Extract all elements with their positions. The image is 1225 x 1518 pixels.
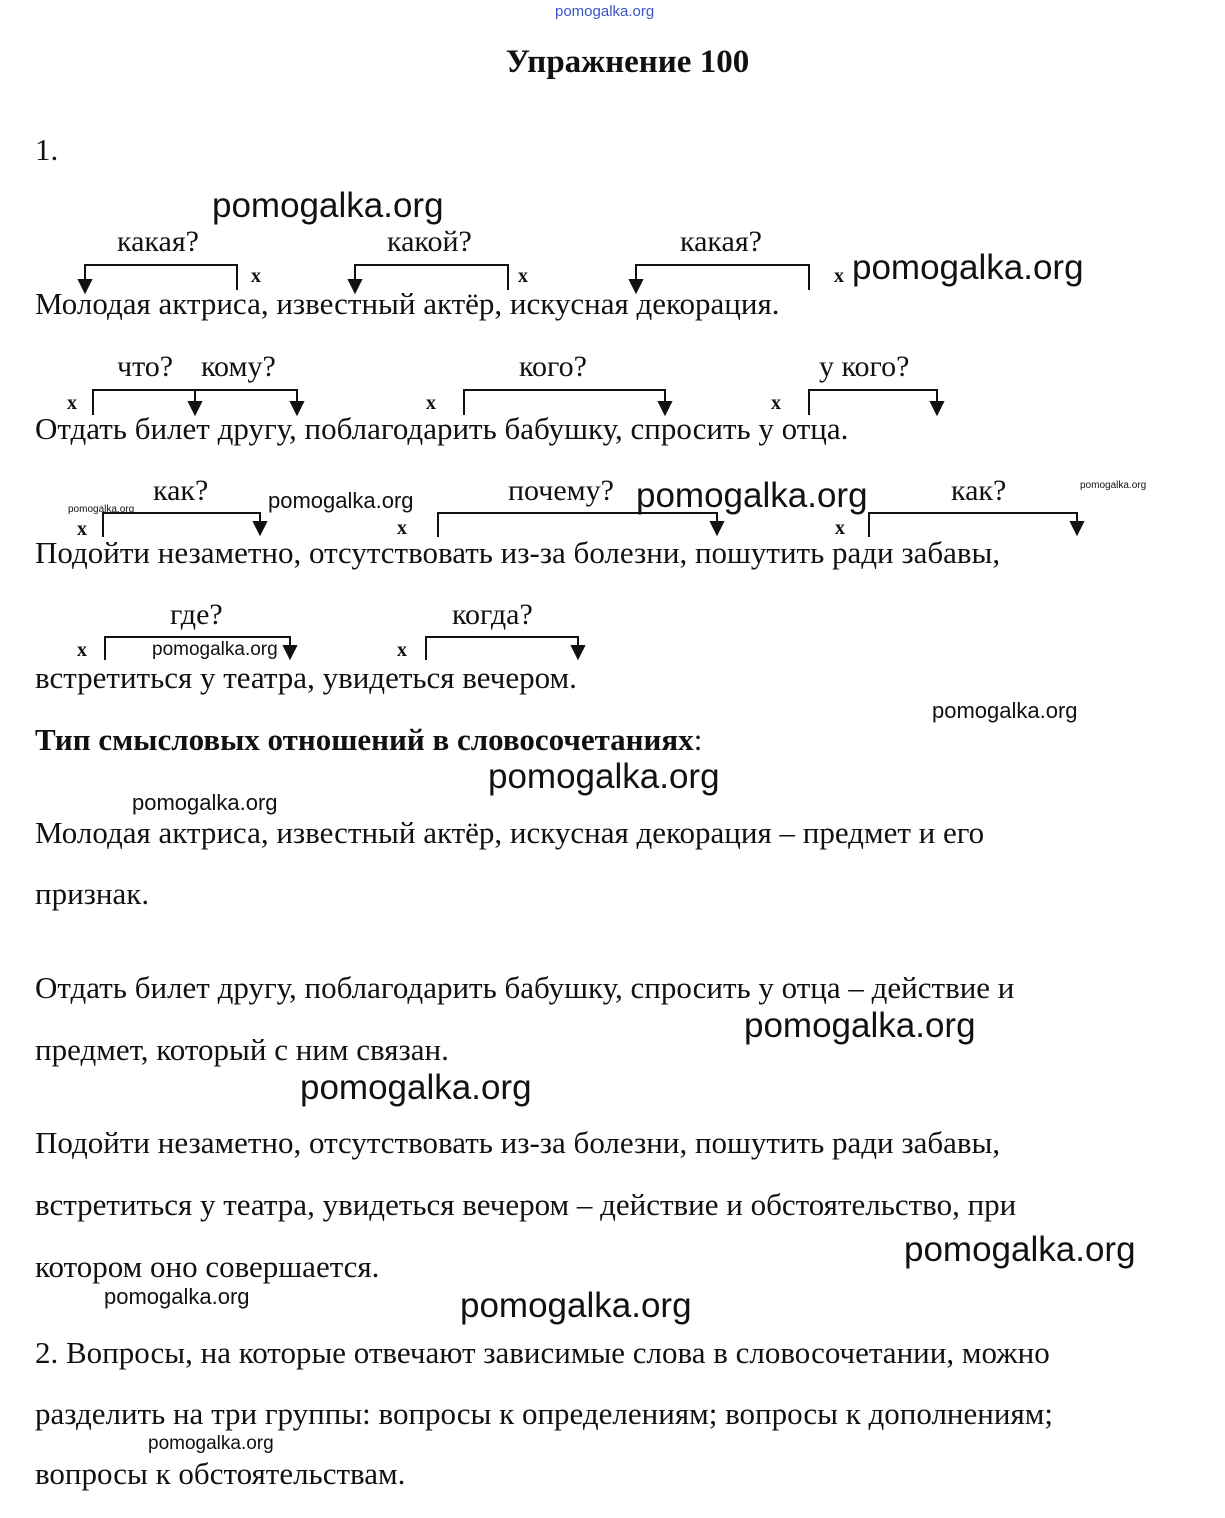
paragraph-line: встретиться у театра, увидеться вечером – действие и обстоятельство, при (35, 1187, 1017, 1222)
question-label: какая? (680, 225, 762, 258)
main-word-mark: x (67, 392, 77, 414)
paragraph-line: Отдать билет другу, поблагодарить бабушку, спросить у отца – действие и (35, 970, 1015, 1005)
main-word-mark: x (835, 517, 845, 539)
main-word-mark: x (426, 392, 436, 414)
arrow-icon (572, 646, 584, 658)
watermark: pomogalka.org (68, 504, 135, 515)
sentence: встретиться у театра, увидеться вечером. (35, 660, 577, 695)
watermark: pomogalka.org (104, 1284, 250, 1309)
question-label: какая? (117, 225, 199, 258)
watermark: pomogalka.org (152, 639, 278, 660)
main-word-mark: x (518, 265, 528, 287)
watermark: pomogalka.org (904, 1230, 1136, 1269)
section-heading (35, 724, 702, 755)
main-word-mark: x (77, 639, 87, 661)
heading-colon: : (693, 722, 703, 757)
question-label: когда? (452, 598, 533, 631)
sentence: Подойти незаметно, отсутствовать из-за болезни, пошутить ради забавы, (35, 535, 1001, 570)
question-label: где? (170, 598, 223, 631)
paragraph-line: вопросы к обстоятельствам. (35, 1456, 406, 1491)
question-label: что? (117, 350, 174, 383)
bracket (426, 637, 578, 660)
main-word-mark: x (251, 265, 261, 287)
page-title: Упражнение 100 (505, 44, 750, 80)
paragraph-line: разделить на три группы: вопросы к определениям; вопросы к дополнениям; (35, 1396, 1053, 1431)
main-word-mark: x (77, 518, 87, 540)
watermark: pomogalka.org (744, 1006, 976, 1045)
paragraph-line: 2. Вопросы, на которые отвечают зависимые слова в словосочетании, можно (35, 1335, 1050, 1370)
question-label: кому? (201, 350, 276, 383)
watermark: pomogalka.org (1080, 480, 1147, 491)
arrow-icon (1071, 522, 1083, 534)
sentence: Отдать билет другу, поблагодарить бабушку, спросить у отца. (35, 411, 849, 446)
watermark: pomogalka.org (300, 1068, 532, 1107)
top-watermark: pomogalka.org (555, 3, 655, 20)
watermark: pomogalka.org (636, 476, 868, 515)
row3-brackets (103, 513, 1083, 537)
paragraph-line: признак. (35, 876, 150, 911)
question-label: как? (951, 474, 1007, 507)
paragraph-line: Подойти незаметно, отсутствовать из-за болезни, пошутить ради забавы, (35, 1125, 1001, 1160)
bracket (438, 513, 717, 537)
watermark: pomogalka.org (212, 186, 444, 225)
heading-text: Тип смысловых отношений в словосочетаниях (35, 722, 694, 757)
arrow-icon (284, 646, 296, 658)
bracket (103, 513, 260, 537)
section-number: 1. (35, 132, 59, 167)
arrow-icon (254, 522, 266, 534)
question-label: как? (153, 474, 209, 507)
question-label: кого? (519, 350, 587, 383)
watermark: pomogalka.org (932, 698, 1078, 723)
question-label: какой? (387, 225, 472, 258)
arrow-icon (931, 402, 943, 414)
watermark: pomogalka.org (460, 1286, 692, 1325)
question-label: почему? (508, 474, 614, 507)
question-label: у кого? (819, 350, 910, 383)
watermark: pomogalka.org (488, 757, 720, 796)
watermark: pomogalka.org (852, 248, 1084, 287)
watermark: pomogalka.org (148, 1433, 274, 1454)
watermark: pomogalka.org (132, 790, 278, 815)
paragraph-line: котором оно совершается. (35, 1249, 380, 1284)
main-word-mark: x (397, 517, 407, 539)
bracket (869, 513, 1077, 537)
arrow-icon (711, 522, 723, 534)
watermark: pomogalka.org (268, 488, 414, 513)
main-word-mark: x (771, 392, 781, 414)
main-word-mark: x (834, 265, 844, 287)
sentence: Молодая актриса, известный актёр, искусная декорация. (35, 286, 780, 321)
paragraph-line: предмет, который с ним связан. (35, 1032, 449, 1067)
paragraph-line: Молодая актриса, известный актёр, искусная декорация – предмет и его (35, 815, 985, 850)
main-word-mark: x (397, 639, 407, 661)
